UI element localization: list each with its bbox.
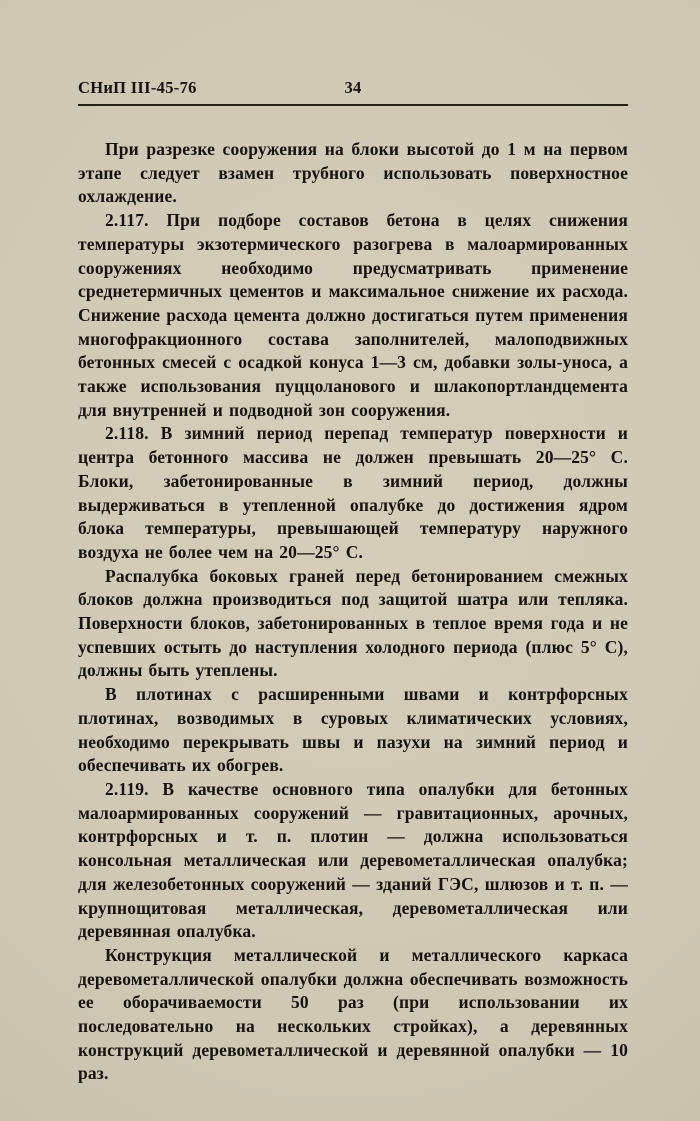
paragraph: Распалубка боковых граней перед бетонированием смежных блоков должна производиться под защитой шатра или тепляка. Поверхности блоков, забетонированных в теплое время года и не успевших остыть до наступления холодного периода (плюс 5° С), должны быть утеплены. [78,565,628,681]
paragraph-continuation: При разрезке сооружения на блоки высотой до 1 м на первом этапе следует взамен трубного использовать поверхностное охлаждение. [78,139,628,207]
paragraph: В плотинах с расширенными швами и контрфорсных плотинах, возводимых в суровых климатических условиях, необходимо перекрывать швы и пазухи на зимний период и обеспечивать их обогрев. [78,684,628,776]
paragraph-2-118: 2.118. В зимний период перепад температур поверхности и центра бетонного массива не должен превышать 20—25° С. Блоки, забетонированные в зимний период, должны выдерживаться в утепленной опалубке до достижения ядром блока температуры, превышающей температуру наружного воздуха не более чем на 20—25° С. [78,423,628,562]
paragraph-2-117: 2.117. При подборе составов бетона в целях снижения температуры экзотермического разогрева в малоармированных сооружениях необходимо предусматривать применение среднетермичных цементов и максимальное снижение их расхода. Снижение расхода цемента должно достигаться путем применения многофракционного состава заполнителей, малоподвижных бетонных смесей с осадкой конуса 1—3 см, добавки золы-уноса, а также использования пуццоланового и шлакопортландцемента для внутренней и подводной зон сооружения. [78,210,628,420]
document-code: СНиП III-45-76 [78,78,197,97]
paragraph-2-119: 2.119. В качестве основного типа опалубки для бетонных малоармированных сооружений — гравитационных, арочных, контрфорсных и т. п. плотин — должна использоваться консольная металлическая или деревометаллическая опалубка; для железобетонных сооружений — зданий ГЭС, шлюзов и т. п. — крупнощитовая металлическая, деревометаллическая или деревянная опалубка. [78,778,628,942]
paragraph: Конструкция металлической и металлического каркаса деревометаллической опалубки должна обеспечивать возможность ее оборачиваемости 50 раз (при использовании их последовательно на нескольких стройках), а деревянных конструкций деревометаллической и деревянной опалубки — 10 раз. [78,944,628,1084]
page-content [78,78,628,1086]
page-number: 34 [344,78,362,97]
document-body [78,138,628,1086]
page-header [78,78,628,102]
header-rule [78,104,628,106]
